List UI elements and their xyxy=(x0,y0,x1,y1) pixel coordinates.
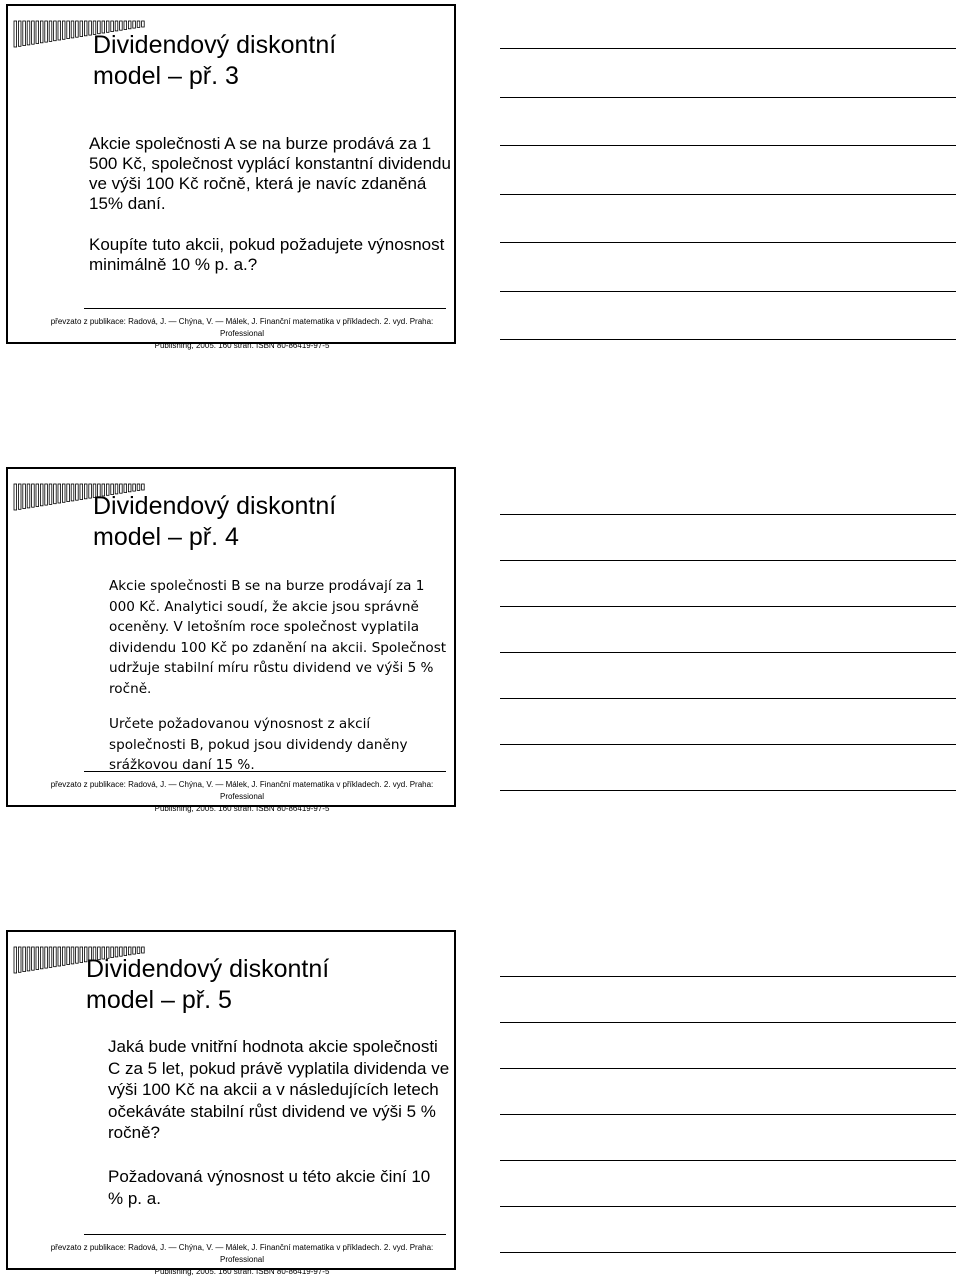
decoration-bar xyxy=(49,947,52,967)
decoration-bar xyxy=(45,947,48,968)
note-line xyxy=(500,1252,956,1253)
decoration-bar xyxy=(54,484,57,504)
footer-line-1: převzato z publikace: Radová, J. — Chýna, V. — Málek, J. Finanční matematika v příkladech. 2. vyd. Praha: Professional xyxy=(50,1243,434,1264)
decoration-bar xyxy=(80,484,83,500)
note-line xyxy=(500,97,956,98)
decoration-bar xyxy=(32,21,35,44)
note-line xyxy=(500,976,956,977)
decoration-bar xyxy=(23,21,26,46)
decoration-bar xyxy=(62,484,65,502)
decoration-bar xyxy=(137,484,140,490)
decoration-bar xyxy=(89,484,92,498)
decoration-bar xyxy=(14,484,17,510)
slide-body xyxy=(108,1036,450,1209)
decoration-bar xyxy=(27,21,30,45)
slide-title xyxy=(93,491,443,553)
footer-line-2: Publishing, 2005. 160 stran. ISBN 80-86419-97-5 xyxy=(154,1267,330,1276)
decoration-bar xyxy=(89,21,92,35)
decoration-bar xyxy=(40,947,43,969)
decoration-bar xyxy=(62,947,65,965)
slide-paragraph: Určete požadovanou výnosnost z akcií společnosti B, pokud jsou dividendy daněny srážkovou daní 15 %. xyxy=(109,716,408,773)
decoration-bar xyxy=(133,21,136,28)
footer-divider xyxy=(84,308,446,309)
slide-3 xyxy=(6,930,456,1276)
decoration-bar xyxy=(36,947,39,970)
decoration-bar xyxy=(67,947,70,965)
decoration-bar xyxy=(40,484,43,506)
slide-paragraph: Jaká bude vnitřní hodnota akcie společnosti C za 5 let, pokud právě vyplatila dividenda ve výši 100 Kč na akcii a v následujících letech očekáváte stabilní růst dividend ve výši 5 % ročně? xyxy=(108,1037,450,1143)
slide-2 xyxy=(6,467,456,813)
decoration-bar xyxy=(142,947,145,953)
decoration-bar xyxy=(71,484,74,501)
decoration-bar xyxy=(14,21,17,47)
note-line xyxy=(500,1206,956,1207)
decoration-bar xyxy=(32,947,35,970)
decoration-bar xyxy=(67,21,70,39)
decoration-bar xyxy=(71,21,74,38)
decoration-bar xyxy=(137,947,140,953)
note-line xyxy=(500,145,956,146)
decoration-bar xyxy=(18,484,21,509)
note-line xyxy=(500,291,956,292)
decoration-bar xyxy=(58,484,61,503)
note-line xyxy=(500,606,956,607)
decoration-bar xyxy=(84,484,87,499)
decoration-bar xyxy=(80,947,83,963)
decoration-bar xyxy=(32,484,35,507)
decoration-bar xyxy=(58,947,61,966)
decoration-bar xyxy=(76,947,79,963)
note-line xyxy=(500,514,956,515)
slide-1 xyxy=(6,4,456,350)
decoration-bar xyxy=(124,21,127,30)
decoration-bar xyxy=(36,21,39,44)
slide-title-line-1: Dividendový diskontní xyxy=(86,955,330,983)
slide-body xyxy=(89,134,451,275)
decoration-bar xyxy=(58,21,61,40)
footer-line-2: Publishing, 2005. 160 stran. ISBN 80-86419-97-5 xyxy=(154,804,330,813)
decoration-bar xyxy=(54,21,57,41)
footer-divider xyxy=(84,1234,446,1235)
note-line xyxy=(500,194,956,195)
decoration-bar xyxy=(18,947,21,972)
note-line xyxy=(500,242,956,243)
slide-footer xyxy=(32,1242,452,1278)
note-line xyxy=(500,339,956,340)
decoration-bar xyxy=(142,484,145,490)
slide-paragraph: Akcie společnosti A se na burze prodává za 1 500 Kč, společnost vyplácí konstantní dividendu ve výši 100 Kč ročně, která je navíc zdaněná 15% daní. xyxy=(89,134,451,213)
slide-title xyxy=(93,30,443,92)
slide-title-line-1: Dividendový diskontní xyxy=(93,31,337,59)
note-line xyxy=(500,652,956,653)
decoration-bar xyxy=(62,21,65,39)
decoration-bar xyxy=(49,21,52,41)
note-line xyxy=(500,790,956,791)
decoration-bar xyxy=(45,21,48,42)
slide-title-line-2: model – př. 4 xyxy=(93,523,239,551)
decoration-bar xyxy=(23,484,26,509)
note-line xyxy=(500,1068,956,1069)
decoration-bar xyxy=(54,947,57,967)
decoration-bar xyxy=(128,21,131,29)
slide-title-line-2: model – př. 5 xyxy=(86,986,232,1014)
slide-body xyxy=(109,576,449,776)
decoration-bar xyxy=(76,484,79,500)
note-line xyxy=(500,1022,956,1023)
decoration-bar xyxy=(80,21,83,37)
note-line xyxy=(500,1114,956,1115)
decoration-bar xyxy=(76,21,79,37)
footer-divider xyxy=(84,771,446,772)
slide-footer xyxy=(32,779,452,815)
decoration-bar xyxy=(18,21,21,46)
note-line xyxy=(500,744,956,745)
decoration-bar xyxy=(137,21,140,27)
decoration-bar xyxy=(27,484,30,508)
slide-paragraph: Požadovaná výnosnost u této akcie činí 10 % p. a. xyxy=(108,1166,431,1208)
slide-footer xyxy=(32,316,452,352)
decoration-bar xyxy=(84,21,87,36)
slide-title-line-2: model – př. 3 xyxy=(93,62,239,90)
decoration-bar xyxy=(45,484,48,505)
slide-title xyxy=(86,954,436,1016)
note-line xyxy=(500,48,956,49)
decoration-bar xyxy=(14,947,17,973)
footer-line-1: převzato z publikace: Radová, J. — Chýna, V. — Málek, J. Finanční matematika v příkladech. 2. vyd. Praha: Professional xyxy=(50,780,434,801)
decoration-bar xyxy=(40,21,43,43)
footer-line-1: převzato z publikace: Radová, J. — Chýna, V. — Málek, J. Finanční matematika v příkladech. 2. vyd. Praha: Professional xyxy=(50,317,434,338)
slide-paragraph: Akcie společnosti B se na burze prodávají za 1 000 Kč. Analytici soudí, že akcie jsou správně oceněny. V letošním roce společnost vyplatila dividendu 100 Kč po zdanění na akcii. Společnost udržuje stabilní míru růstu dividend ve výši 5 % ročně. xyxy=(109,578,447,697)
slide-paragraph: Koupíte tuto akcii, pokud požadujete výnosnost minimálně 10 % p. a.? xyxy=(89,235,445,274)
decoration-bar xyxy=(23,947,26,972)
decoration-bar xyxy=(27,947,30,971)
decoration-bar xyxy=(142,21,145,27)
note-line xyxy=(500,560,956,561)
decoration-bar xyxy=(71,947,74,964)
decoration-bar xyxy=(36,484,39,507)
note-line xyxy=(500,1160,956,1161)
footer-line-2: Publishing, 2005. 160 stran. ISBN 80-86419-97-5 xyxy=(154,341,330,350)
note-line xyxy=(500,698,956,699)
decoration-bar xyxy=(49,484,52,504)
slide-title-line-1: Dividendový diskontní xyxy=(93,492,337,520)
decoration-bar xyxy=(120,21,123,30)
decoration-bar xyxy=(67,484,70,502)
